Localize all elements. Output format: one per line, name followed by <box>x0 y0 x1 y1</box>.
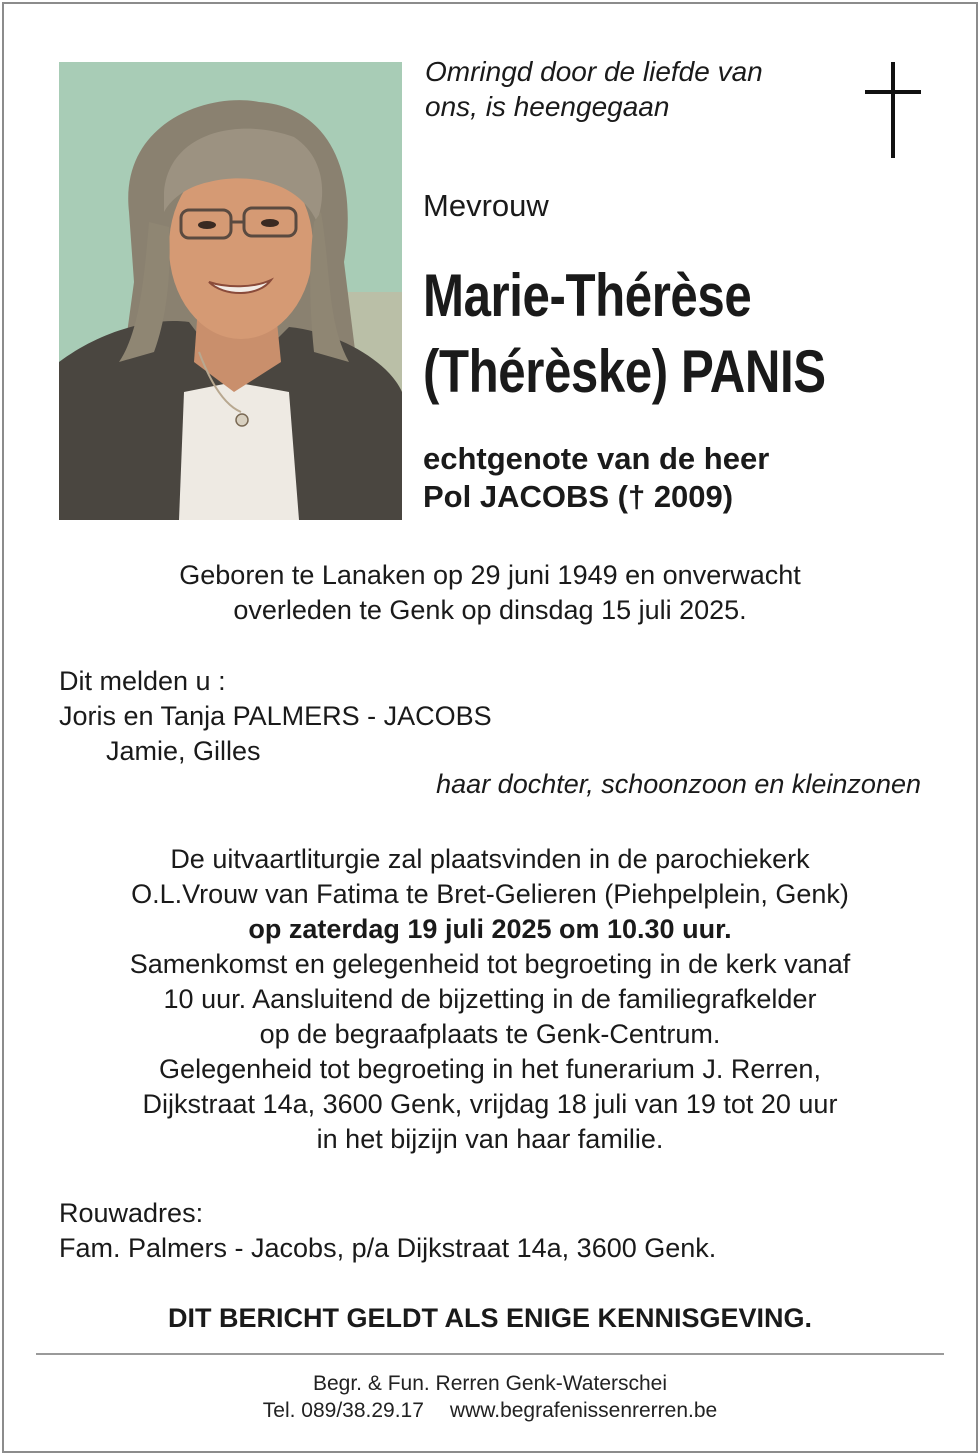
funeral-line-7: Gelegenheid tot begroeting in het funerarium J. Rerren, <box>159 1054 821 1084</box>
deceased-name <box>423 258 826 410</box>
spouse-line-1: echtgenote van de heer <box>423 441 770 476</box>
funeral-details <box>40 842 940 1157</box>
funeral-line-8: Dijkstraat 14a, 3600 Genk, vrijdag 18 juli van 19 tot 20 uur <box>142 1089 838 1119</box>
cross-icon <box>865 62 921 158</box>
official-notice: DIT BERICHT GELDT ALS ENIGE KENNISGEVING. <box>167 1303 813 1333</box>
family-line-2: Jamie, Gilles <box>106 736 261 766</box>
spouse-line-2: Pol JACOBS († 2009) <box>423 479 734 514</box>
footer-divider <box>36 1353 944 1355</box>
funeral-date: op zaterdag 19 juli 2025 om 10.30 uur. <box>248 914 732 944</box>
funeral-line-6: op de begraafplaats te Genk-Centrum. <box>259 1019 721 1049</box>
funeral-line-5: 10 uur. Aansluitend de bijzetting in de familiegrafkelder <box>163 984 817 1014</box>
funeral-line-2: O.L.Vrouw van Fatima te Bret-Gelieren (Piehpelplein, Genk) <box>131 879 849 909</box>
funeral-line-9: in het bijzijn van haar familie. <box>316 1124 664 1154</box>
mourning-address <box>59 1196 716 1266</box>
name-line-1: Marie-Thérèse <box>423 262 752 329</box>
intro-text: Omringd door de liefde van ons, is heengegaan <box>425 56 763 122</box>
born-line-2: overleden te Genk op dinsdag 15 juli 2025. <box>233 595 747 625</box>
footer <box>40 1370 940 1424</box>
address-heading: Rouwadres: <box>59 1198 204 1228</box>
spouse-info <box>423 440 769 516</box>
footer-company: Begr. & Fun. Rerren Genk-Waterschei <box>312 1372 668 1395</box>
born-line-1: Geboren te Lanaken op 29 juni 1949 en onverwacht <box>179 560 801 590</box>
family-announcement <box>59 664 492 769</box>
family-line-1: Joris en Tanja PALMERS - JACOBS <box>59 701 492 731</box>
footer-website[interactable]: www.begrafenissenrerren.be <box>449 1399 718 1422</box>
honorific-title: Mevrouw <box>423 188 549 223</box>
address-line: Fam. Palmers - Jacobs, p/a Dijkstraat 14a, 3600 Genk. <box>59 1233 717 1263</box>
funeral-line-4: Samenkomst en gelegenheid tot begroeting in de kerk vanaf <box>129 949 851 979</box>
family-relation: haar dochter, schoonzoon en kleinzonen <box>436 769 921 799</box>
funeral-line-1: De uitvaartliturgie zal plaatsvinden in de parochiekerk <box>170 844 810 874</box>
birth-death-info <box>40 558 940 628</box>
portrait-photo <box>59 62 402 520</box>
name-line-2: (Thérèske) PANIS <box>423 338 826 405</box>
footer-phone: Tel. 089/38.29.17 <box>262 1399 424 1422</box>
announce-heading: Dit melden u : <box>59 666 226 696</box>
